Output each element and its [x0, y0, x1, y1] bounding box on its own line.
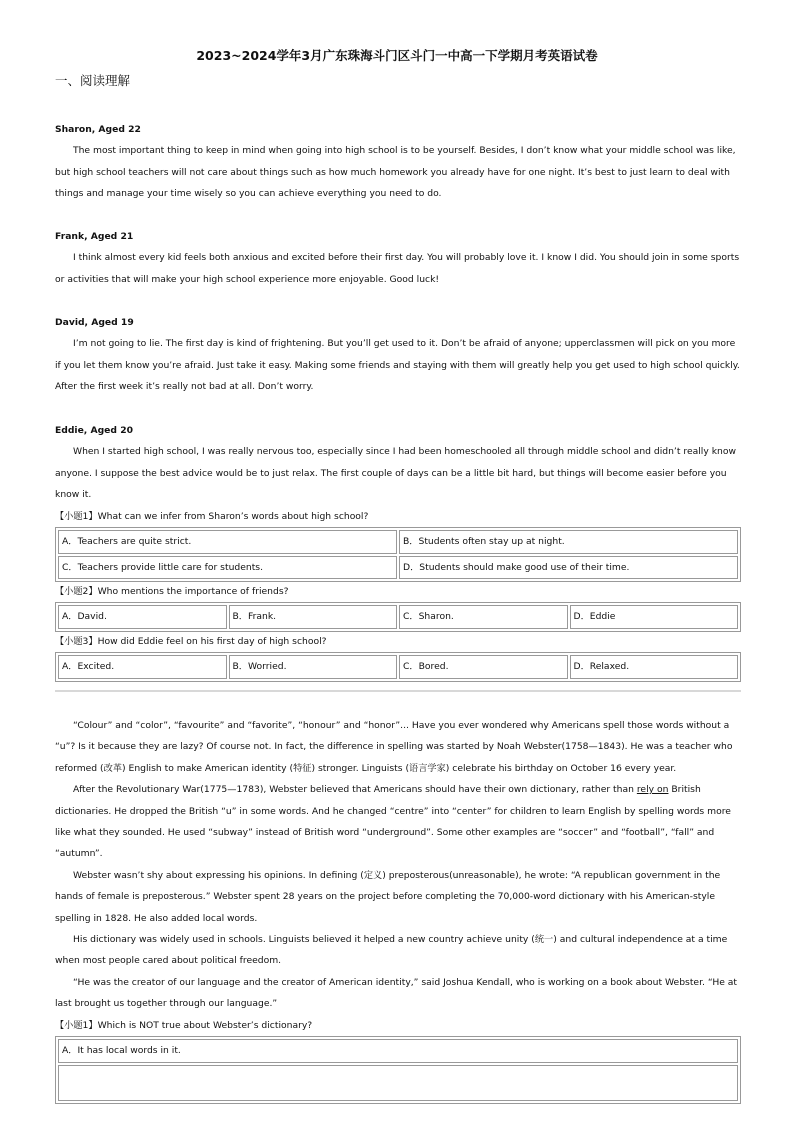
option-a[interactable]: A．It has local words in it.	[58, 1039, 738, 1062]
passage-paragraph	[55, 779, 740, 865]
option-c[interactable]: C．Teachers provide little care for students.	[58, 556, 397, 579]
option-a[interactable]: A．David.	[58, 605, 227, 628]
question-3	[55, 631, 740, 682]
option-c[interactable]: C．Bored.	[399, 655, 568, 678]
question-stem: 【小题1】Which is NOT true about Webster’s dictionary?	[55, 1019, 313, 1031]
option-b[interactable]: B．Students often stay up at night.	[399, 530, 738, 553]
question-2	[55, 581, 740, 632]
speaker-text: I’m not going to lie. The first day is kind of frightening. But you’ll get used to it. Don’t be afraid of anyone; upperclassmen will pick on you more if you let them know you’re afraid. Just take it easy. Making some friends and staying with them will greatly help you get used to high school quickly. After the first week it’s really not bad at all. Don’t worry.	[55, 338, 740, 393]
passage-paragraph: His dictionary was widely used in schools. Linguists believed it helped a new country achieve unity (统一) and cultural independence at a time when most people cared about political freedom.	[55, 934, 728, 967]
speaker-name: Sharon, Aged 22	[55, 124, 141, 135]
speaker-block-david	[55, 312, 740, 398]
speaker-name: David, Aged 19	[55, 317, 134, 328]
option-empty	[58, 1065, 738, 1101]
option-a[interactable]: A．Teachers are quite strict.	[58, 530, 397, 553]
question-stem: 【小题2】Who mentions the importance of friends?	[55, 586, 289, 597]
options-table	[55, 527, 741, 582]
speaker-text: When I started high school, I was really nervous too, especially since I had been homeschooled all through middle school and didn’t really know anyone. I suppose the best advice would be to just relax. The first couple of days can be a little bit hard, but things will become easier before you know it.	[55, 446, 736, 501]
options-table	[55, 602, 741, 631]
option-c[interactable]: C．Sharon.	[399, 605, 568, 628]
speaker-text: The most important thing to keep in mind when going into high school is to be yourself. Besides, I don’t know what your middle school was like, but high school teachers will not care about things such as how much homework you already have for one night. It’s best to just learn to deal with things and manage your time wisely so you can achieve everything you need to do.	[55, 145, 736, 200]
speaker-name: Frank, Aged 21	[55, 231, 134, 242]
speaker-text: I think almost every kid feels both anxious and excited before their first day. You will probably love it. I know I did. You should join in some sports or activities that will make your high school experience more enjoyable. Good luck!	[55, 252, 740, 285]
passage-paragraph: “Colour” and “color”, “favourite” and “favorite”, “honour” and “honor”... Have you ever wondered why Americans spell those words without a “u”? Is it because they are lazy? Of course not. In fact, the difference in spelling was started by Noah Webster(1758—1843). He was a teacher who reformed (改革) English to make American identity (特征) stronger. Linguists (语言学家) celebrate his birthday on October 16 every year.	[55, 720, 733, 774]
option-d[interactable]: D．Eddie	[570, 605, 739, 628]
question-stem: 【小题3】How did Eddie feel on his first day of high school?	[55, 636, 327, 647]
speaker-name: Eddie, Aged 20	[55, 425, 133, 436]
text-run: British dictionaries. He dropped the British “u” in some words. And he changed “centre” into “center” for children to learn English by spelling words more like what they sounded. He used “subway” instead of British word “underground”. Some other examples are “soccer” and “football”, “fall” and “autumn”.	[55, 784, 731, 860]
section-divider	[55, 690, 741, 692]
speaker-block-frank	[55, 226, 740, 290]
option-a[interactable]: A．Excited.	[58, 655, 227, 678]
passage-paragraph: Webster wasn’t shy about expressing his opinions. In defining (定义) preposterous(unreasonable), he wrote: “A republican government in the hands of female is preposterous.” Webster spent 28 years on the project before completing the 70,000-word dictionary with his American-style spelling in 1828. He also added local words.	[55, 869, 721, 924]
options-table	[55, 652, 741, 681]
section-heading: 一、阅读理解	[55, 73, 131, 88]
speaker-block-eddie	[55, 420, 740, 506]
speaker-block-sharon	[55, 119, 740, 205]
options-table	[55, 1036, 741, 1103]
option-d[interactable]: D．Students should make good use of their time.	[399, 556, 738, 579]
option-d[interactable]: D．Relaxed.	[570, 655, 739, 678]
option-b[interactable]: B．Frank.	[229, 605, 398, 628]
question-1	[55, 506, 740, 582]
question-stem: 【小题1】What can we infer from Sharon’s words about high school?	[55, 511, 369, 522]
passage-2	[55, 715, 740, 1104]
underlined-phrase: rely on	[636, 784, 669, 796]
text-run: After the Revolutionary War(1775—1783), Webster believed that Americans should have their own dictionary, rather than	[73, 784, 637, 796]
passage-paragraph: “He was the creator of our language and the creator of American identity,” said Joshua Kendall, who is working on a book about Webster. “He at last brought us together through our language.”	[55, 976, 738, 1010]
page-title: 2023~2024学年3月广东珠海斗门区斗门一中高一下学期月考英语试卷	[196, 48, 598, 63]
option-b[interactable]: B．Worried.	[229, 655, 398, 678]
